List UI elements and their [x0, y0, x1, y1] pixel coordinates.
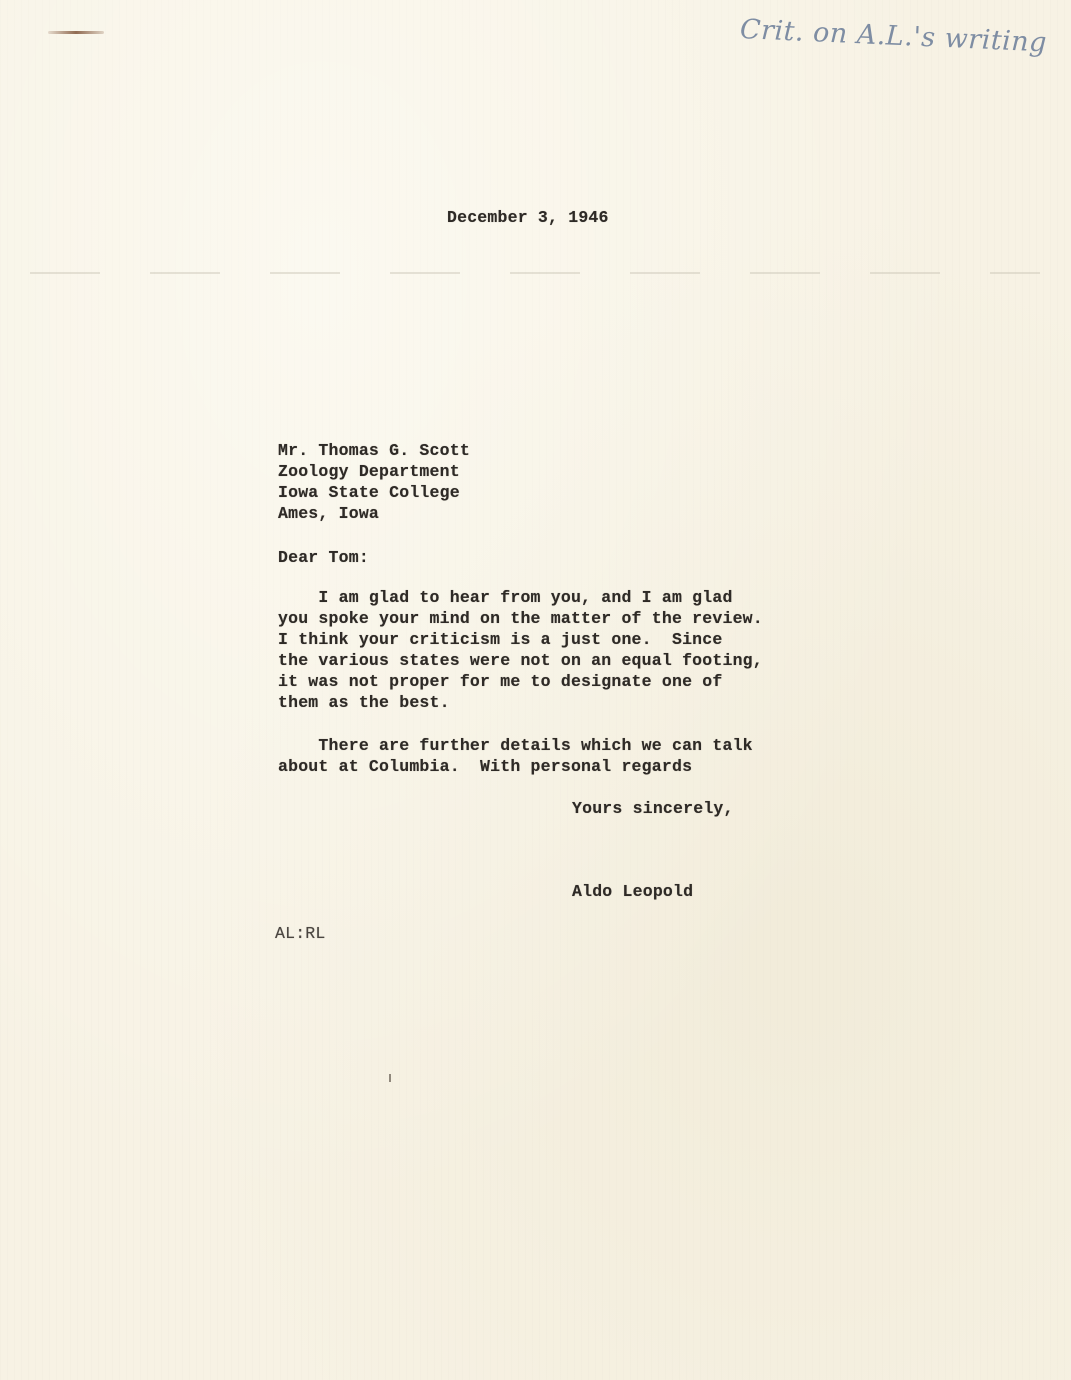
ink-speck — [389, 1074, 391, 1082]
body-line: it was not proper for me to designate one of — [278, 672, 723, 691]
address-line: Iowa State College — [278, 483, 460, 502]
body-line: I think your criticism is a just one. Since — [278, 630, 723, 649]
corner-ink-mark — [48, 31, 104, 34]
body-line: the various states were not on an equal footing, — [278, 651, 763, 670]
typist-initials: AL:RL — [275, 924, 326, 943]
body-line: I am glad to hear from you, and I am glad — [278, 588, 733, 607]
body-line: them as the best. — [278, 693, 450, 712]
complimentary-close: Yours sincerely, — [572, 799, 734, 818]
address-line: Zoology Department — [278, 462, 460, 481]
body-line: you spoke your mind on the matter of the review. — [278, 609, 763, 628]
handwritten-annotation: Crit. on A.L.'s writing — [739, 14, 1048, 59]
paper-fold-line — [30, 272, 1040, 274]
body-line: There are further details which we can talk — [278, 736, 753, 755]
letter-date: December 3, 1946 — [447, 208, 609, 227]
body-line: about at Columbia. With personal regards — [278, 757, 693, 776]
address-line: Mr. Thomas G. Scott — [278, 441, 470, 460]
address-line: Ames, Iowa — [278, 504, 380, 523]
signature-name: Aldo Leopold — [572, 882, 694, 901]
salutation: Dear Tom: — [278, 548, 369, 567]
